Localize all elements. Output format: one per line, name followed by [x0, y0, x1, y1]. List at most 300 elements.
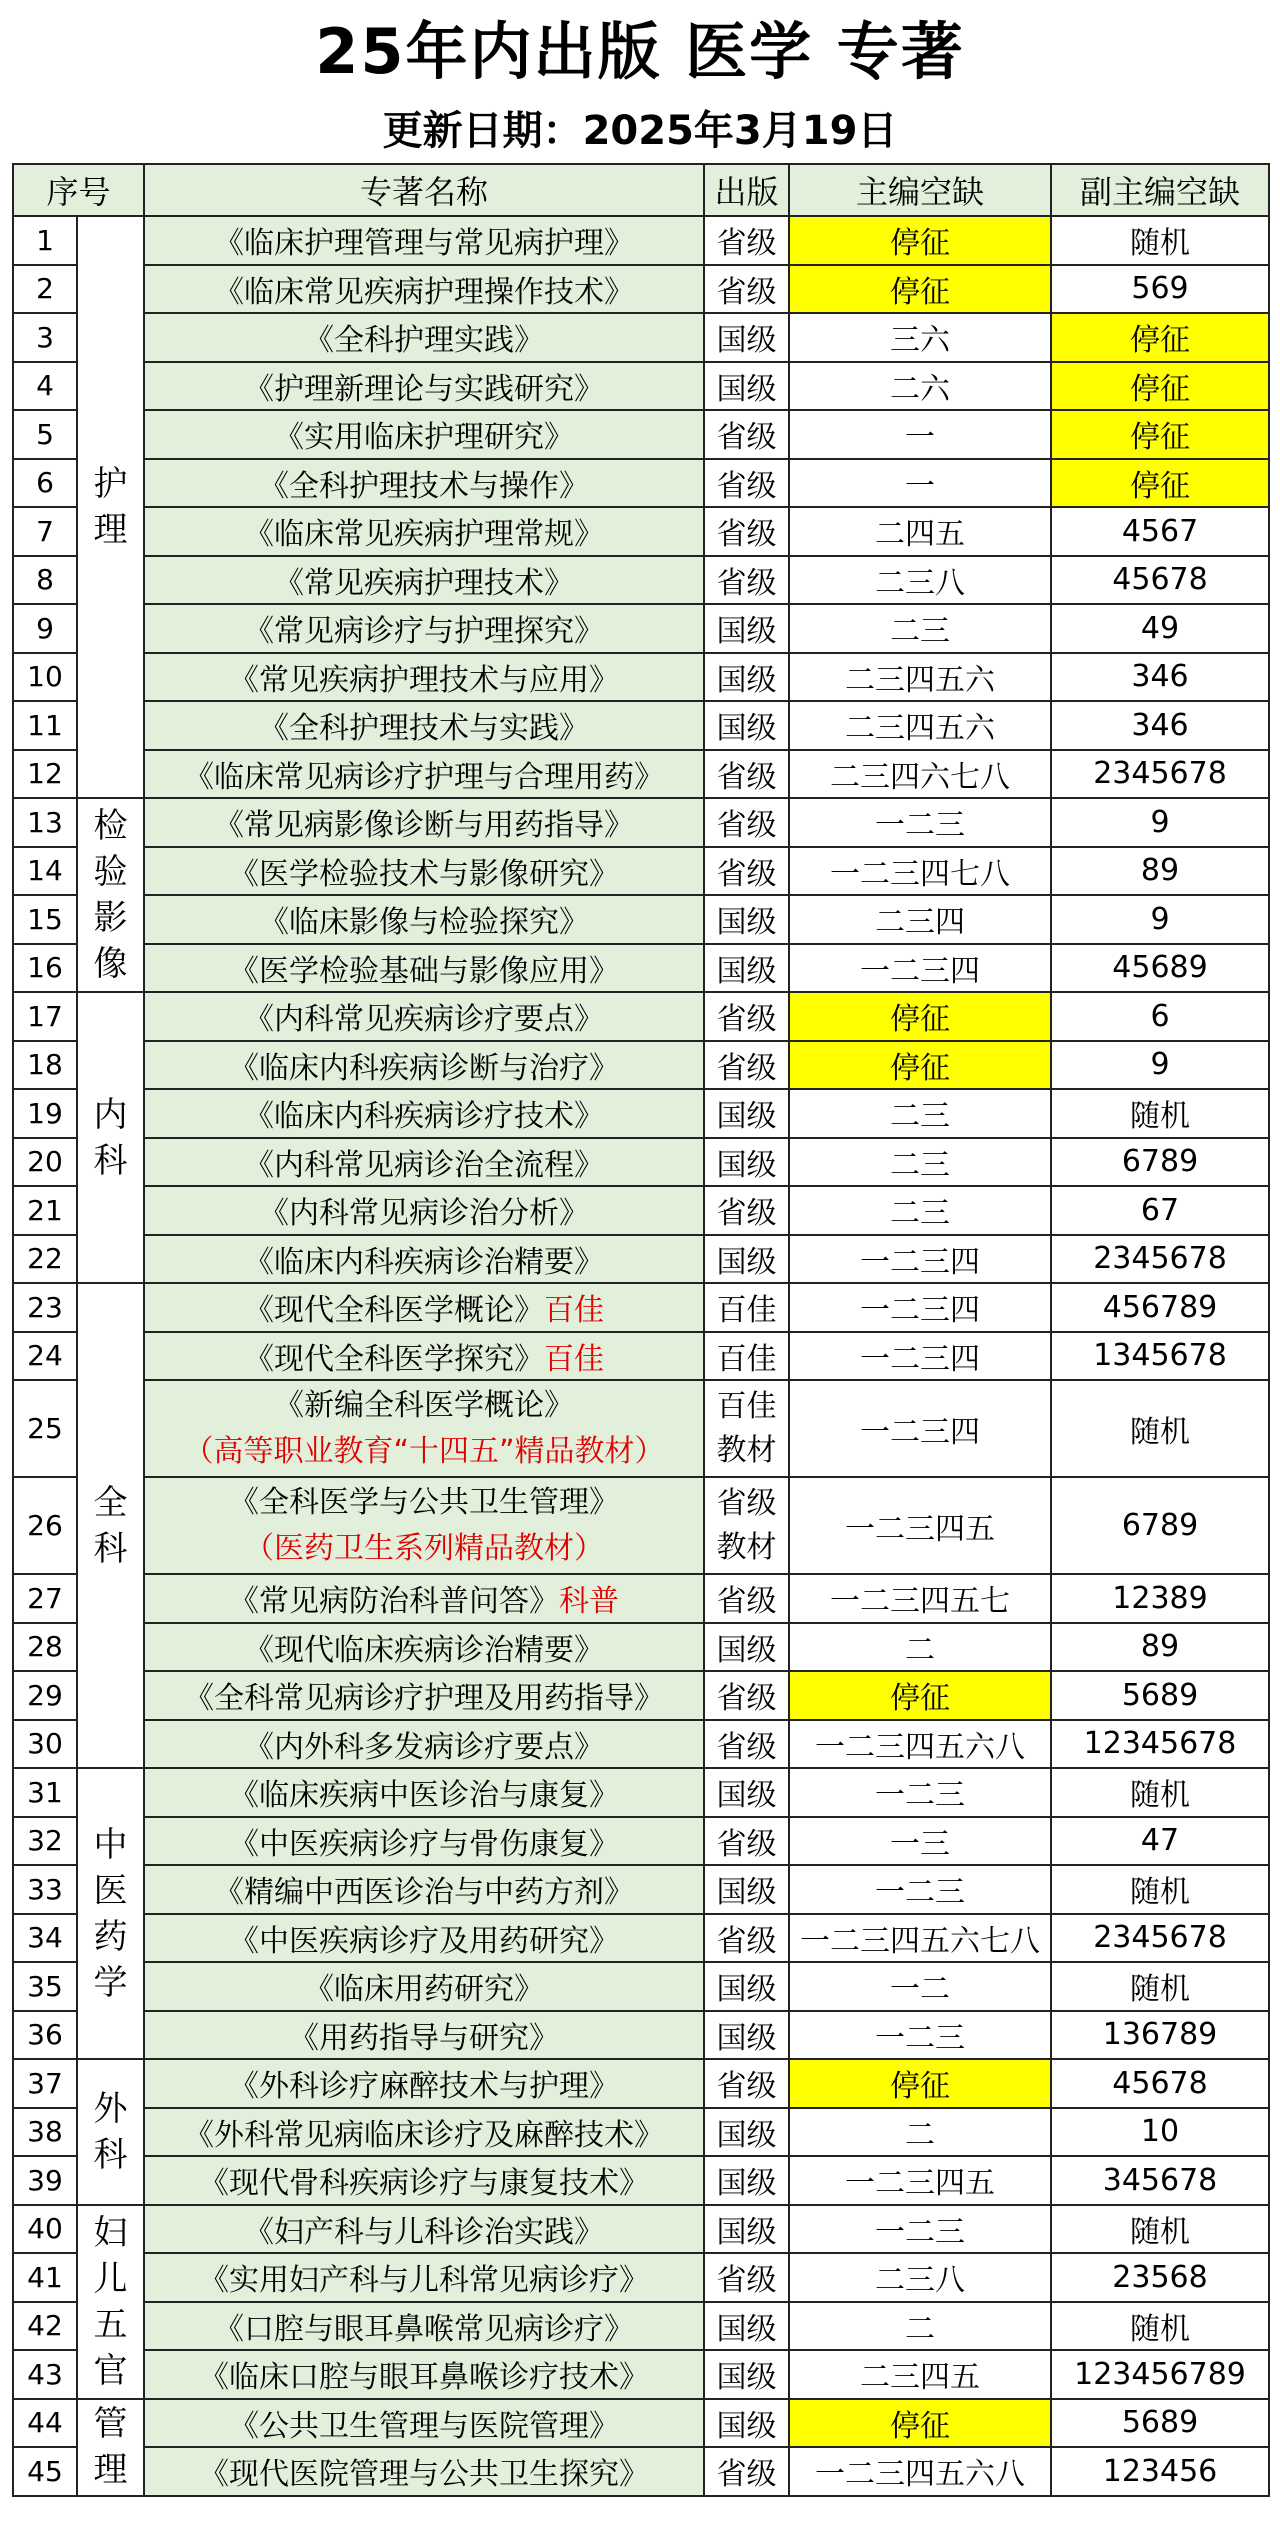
- category-label-char: 药: [93, 1916, 128, 1957]
- table-row: [13, 459, 1269, 508]
- deputy-editor-vacancy: 5689: [1051, 1671, 1269, 1720]
- publish-level: 省级: [704, 2447, 789, 2496]
- publish-level: 百佳: [704, 1283, 789, 1332]
- publish-level: 国级: [704, 1235, 789, 1284]
- chief-editor-vacancy: 一二三: [789, 2011, 1051, 2060]
- category-label-char: 影: [93, 898, 128, 938]
- book-title-cell: [144, 1671, 704, 1720]
- book-title: 《全科常见病诊疗护理及用药指导》: [184, 1681, 665, 1717]
- row-number: 27: [13, 1574, 77, 1623]
- publish-level: 国级: [704, 2011, 789, 2060]
- category-cell: [77, 1768, 144, 2059]
- row-number: 26: [13, 1477, 77, 1574]
- book-title: 《外科诊疗麻醉技术与护理》: [229, 2069, 620, 2105]
- book-title: 《常见疾病护理技术》: [274, 565, 575, 601]
- category-label-char: 科: [93, 1140, 128, 1181]
- book-title-cell: [144, 2302, 704, 2351]
- book-title-cell: [144, 1865, 704, 1914]
- deputy-editor-vacancy: 49: [1051, 604, 1269, 653]
- row-number: 24: [13, 1332, 77, 1381]
- category-cell: [77, 798, 144, 992]
- category-label-char: 官: [93, 2350, 128, 2391]
- table-body: [13, 216, 1269, 2496]
- category-label-char: 理: [93, 510, 128, 550]
- chief-editor-vacancy: 一二三四: [789, 1283, 1051, 1332]
- book-title: 《实用妇产科与儿科常见病诊疗》: [199, 2263, 650, 2299]
- deputy-editor-vacancy: 停征: [1051, 459, 1269, 508]
- deputy-editor-vacancy: 6: [1051, 992, 1269, 1041]
- deputy-editor-vacancy: 6789: [1051, 1477, 1269, 1574]
- chief-editor-vacancy: 一三: [789, 1817, 1051, 1866]
- publish-level: 国级: [704, 313, 789, 362]
- chief-editor-vacancy: 二: [789, 2108, 1051, 2157]
- book-note: （高等职业教育“十四五”精品教材）: [183, 1433, 665, 1469]
- category-cell: [77, 992, 144, 1283]
- book-title: 《临床内科疾病诊疗技术》: [244, 1099, 605, 1135]
- deputy-editor-vacancy: 随机: [1051, 1962, 1269, 2011]
- row-number: 29: [13, 1671, 77, 1720]
- table-row: [13, 1477, 1269, 1574]
- row-number: 20: [13, 1138, 77, 1187]
- publish-level: 国级: [704, 1768, 789, 1817]
- table-row: [13, 2059, 1269, 2108]
- row-number: 14: [13, 847, 77, 896]
- row-number: 18: [13, 1041, 77, 1090]
- table-row: [13, 1332, 1269, 1381]
- chief-editor-vacancy: 二三四五六: [789, 701, 1051, 750]
- book-title: 《医学检验基础与影像应用》: [229, 953, 620, 989]
- book-title: 《内科常见病诊治分析》: [259, 1196, 590, 1232]
- table-row: [13, 1623, 1269, 1672]
- deputy-editor-vacancy: 346: [1051, 701, 1269, 750]
- row-number: 4: [13, 362, 77, 411]
- book-title-cell: [144, 507, 704, 556]
- row-number: 12: [13, 750, 77, 799]
- chief-editor-vacancy: 停征: [789, 216, 1051, 265]
- chief-editor-vacancy: 二四五: [789, 507, 1051, 556]
- book-title-cell: [144, 265, 704, 314]
- book-note: 百佳: [544, 1293, 605, 1329]
- book-title-cell: [144, 2447, 704, 2496]
- book-title-cell: [144, 1235, 704, 1284]
- deputy-editor-vacancy: 停征: [1051, 410, 1269, 459]
- book-title: 《内外科多发病诊疗要点》: [244, 1729, 605, 1765]
- deputy-editor-vacancy: 随机: [1051, 1865, 1269, 1914]
- deputy-editor-vacancy: 停征: [1051, 313, 1269, 362]
- book-title: 《常见病诊疗与护理探究》: [244, 614, 605, 650]
- deputy-editor-vacancy: 123456: [1051, 2447, 1269, 2496]
- chief-editor-vacancy: 一二三: [789, 2205, 1051, 2254]
- row-number: 9: [13, 604, 77, 653]
- table-row: [13, 2108, 1269, 2157]
- row-number: 15: [13, 895, 77, 944]
- table-row: [13, 992, 1269, 1041]
- book-note: 百佳: [544, 1341, 605, 1377]
- book-title: 《临床影像与检验探究》: [259, 905, 590, 941]
- category-label-char: 中: [93, 1824, 128, 1865]
- chief-editor-vacancy: 停征: [789, 265, 1051, 314]
- category-label-char: 医: [93, 1870, 128, 1911]
- book-note: （医药卫生系列精品教材）: [244, 1530, 605, 1566]
- header-seq: 序号: [13, 164, 144, 216]
- book-title-cell: [144, 847, 704, 896]
- deputy-editor-vacancy: 4567: [1051, 507, 1269, 556]
- deputy-editor-vacancy: 89: [1051, 847, 1269, 896]
- deputy-editor-vacancy: 1345678: [1051, 1332, 1269, 1381]
- chief-editor-vacancy: 二三: [789, 604, 1051, 653]
- chief-editor-vacancy: 二三四五: [789, 2350, 1051, 2399]
- publish-level: 省级: [704, 2253, 789, 2302]
- book-title: 《临床疾病中医诊治与康复》: [229, 1778, 620, 1814]
- row-number: 10: [13, 653, 77, 702]
- row-number: 40: [13, 2205, 77, 2254]
- publish-level: 省级: [704, 1720, 789, 1769]
- publish-level: 省级: [704, 847, 789, 896]
- book-title-cell: [144, 2399, 704, 2448]
- publish-level: 省级: [704, 798, 789, 847]
- category-label-char: 五: [93, 2304, 128, 2345]
- book-title-cell: [144, 1089, 704, 1138]
- chief-editor-vacancy: 停征: [789, 2399, 1051, 2448]
- publish-level: 省级: [704, 507, 789, 556]
- row-number: 34: [13, 1914, 77, 1963]
- deputy-editor-vacancy: 67: [1051, 1186, 1269, 1235]
- book-title: 《现代全科医学概论》: [244, 1293, 545, 1329]
- book-title: 《中医疾病诊疗与骨伤康复》: [229, 1826, 620, 1862]
- book-title: 《全科护理技术与实践》: [259, 711, 590, 747]
- row-number: 17: [13, 992, 77, 1041]
- publish-level: 国级: [704, 2156, 789, 2205]
- chief-editor-vacancy: 一: [789, 459, 1051, 508]
- deputy-editor-vacancy: 2345678: [1051, 1235, 1269, 1284]
- page-title: 25年内出版 医学 专著: [315, 15, 965, 88]
- table-row: [13, 1865, 1269, 1914]
- book-title-cell: [144, 1720, 704, 1769]
- book-title-cell: [144, 1574, 704, 1623]
- book-title: 《用药指导与研究》: [289, 2020, 560, 2056]
- deputy-editor-vacancy: 47: [1051, 1817, 1269, 1866]
- table-row: [13, 1962, 1269, 2011]
- book-title-cell: [144, 2350, 704, 2399]
- row-number: 2: [13, 265, 77, 314]
- table-row: [13, 507, 1269, 556]
- category-label-char: 儿: [93, 2258, 128, 2299]
- chief-editor-vacancy: 三六: [789, 313, 1051, 362]
- row-number: 33: [13, 1865, 77, 1914]
- publish-level: 国级: [704, 944, 789, 993]
- category-cell: [77, 2399, 144, 2496]
- table-row: [13, 1671, 1269, 1720]
- book-title-cell: [144, 1380, 704, 1477]
- publish-level: 省级: [704, 2059, 789, 2108]
- category-cell: [77, 1283, 144, 1768]
- deputy-editor-vacancy: 5689: [1051, 2399, 1269, 2448]
- book-title-cell: [144, 410, 704, 459]
- row-number: 23: [13, 1283, 77, 1332]
- deputy-editor-vacancy: 12389: [1051, 1574, 1269, 1623]
- row-number: 16: [13, 944, 77, 993]
- book-title: 《内科常见疾病诊疗要点》: [244, 1002, 605, 1038]
- chief-editor-vacancy: 一二三四: [789, 1332, 1051, 1381]
- chief-editor-vacancy: 一二三: [789, 1768, 1051, 1817]
- publish-level: 省级: [704, 216, 789, 265]
- chief-editor-vacancy: 一二三四五: [789, 2156, 1051, 2205]
- publish-level: 百佳: [704, 1332, 789, 1381]
- deputy-editor-vacancy: 45678: [1051, 556, 1269, 605]
- book-title: 《外科常见病临床诊疗及麻醉技术》: [184, 2117, 665, 2153]
- book-title-cell: [144, 992, 704, 1041]
- chief-editor-vacancy: 二三: [789, 1186, 1051, 1235]
- book-title-cell: [144, 1041, 704, 1090]
- deputy-editor-vacancy: 9: [1051, 798, 1269, 847]
- table-row: [13, 1768, 1269, 1817]
- publish-level: 国级: [704, 1623, 789, 1672]
- chief-editor-vacancy: 一二三四七八: [789, 847, 1051, 896]
- row-number: 22: [13, 1235, 77, 1284]
- book-title: 《医学检验技术与影像研究》: [229, 856, 620, 892]
- chief-editor-vacancy: 二六: [789, 362, 1051, 411]
- chief-editor-vacancy: 一二三四: [789, 1380, 1051, 1477]
- row-number: 6: [13, 459, 77, 508]
- chief-editor-vacancy: 二三: [789, 1089, 1051, 1138]
- table-row: [13, 1720, 1269, 1769]
- table-row: [13, 1380, 1269, 1477]
- monograph-table: [12, 163, 1270, 2497]
- deputy-editor-vacancy: 10: [1051, 2108, 1269, 2157]
- book-title-cell: [144, 2253, 704, 2302]
- book-title-cell: [144, 459, 704, 508]
- table-row: [13, 313, 1269, 362]
- book-title-cell: [144, 604, 704, 653]
- book-title: 《常见病防治科普问答》: [229, 1584, 560, 1620]
- book-title-cell: [144, 944, 704, 993]
- row-number: 19: [13, 1089, 77, 1138]
- book-title: 《临床口腔与眼耳鼻喉诊疗技术》: [199, 2360, 650, 2396]
- table-row: [13, 1574, 1269, 1623]
- publish-level: 省级: [704, 1671, 789, 1720]
- row-number: 36: [13, 2011, 77, 2060]
- table-row: [13, 2156, 1269, 2205]
- book-title-cell: [144, 1477, 704, 1574]
- deputy-editor-vacancy: 346: [1051, 653, 1269, 702]
- publish-level: 省级: [704, 1914, 789, 1963]
- deputy-editor-vacancy: 随机: [1051, 2205, 1269, 2254]
- book-title: 《实用临床护理研究》: [274, 420, 575, 456]
- publish-level: 省级: [704, 992, 789, 1041]
- chief-editor-vacancy: 停征: [789, 1041, 1051, 1090]
- publish-level: [704, 1380, 789, 1477]
- publish-level: 国级: [704, 2399, 789, 2448]
- deputy-editor-vacancy: 2345678: [1051, 750, 1269, 799]
- category-label-char: 学: [93, 1962, 128, 2003]
- deputy-editor-vacancy: 569: [1051, 265, 1269, 314]
- chief-editor-vacancy: 二: [789, 2302, 1051, 2351]
- table-row: [13, 2350, 1269, 2399]
- table-row: [13, 410, 1269, 459]
- book-title-cell: [144, 1623, 704, 1672]
- table-row: [13, 2011, 1269, 2060]
- chief-editor-vacancy: 二三四六七八: [789, 750, 1051, 799]
- category-label-char: 科: [93, 2134, 128, 2175]
- table-row: [13, 1041, 1269, 1090]
- book-title-cell: [144, 750, 704, 799]
- table-row: [13, 2447, 1269, 2496]
- book-title: 《现代医院管理与公共卫生探究》: [199, 2457, 650, 2493]
- publish-level-line: 百佳: [716, 1388, 777, 1424]
- table-row: [13, 1914, 1269, 1963]
- row-number: 11: [13, 701, 77, 750]
- category-label-char: 检: [93, 806, 128, 846]
- update-date: 更新日期：2025年3月19日: [382, 108, 898, 154]
- book-title-cell: [144, 1283, 704, 1332]
- chief-editor-vacancy: 一二三四五六七八: [789, 1914, 1051, 1963]
- chief-editor-vacancy: 停征: [789, 2059, 1051, 2108]
- book-title: 《全科医学与公共卫生管理》: [229, 1484, 620, 1520]
- category-cell: [77, 2205, 144, 2399]
- row-number: 13: [13, 798, 77, 847]
- table-row: [13, 2253, 1269, 2302]
- book-title: 《现代全科医学探究》: [244, 1341, 545, 1377]
- header-chief-vacancy: 主编空缺: [789, 164, 1051, 216]
- deputy-editor-vacancy: 45678: [1051, 2059, 1269, 2108]
- book-title: 《新编全科医学概论》: [274, 1387, 575, 1423]
- category-label-char: 内: [93, 1094, 128, 1135]
- chief-editor-vacancy: 停征: [789, 992, 1051, 1041]
- row-number: 41: [13, 2253, 77, 2302]
- publish-level: 省级: [704, 459, 789, 508]
- table-row: [13, 653, 1269, 702]
- header-name: 专著名称: [144, 164, 704, 216]
- book-title: 《公共卫生管理与医院管理》: [229, 2408, 620, 2444]
- row-number: 25: [13, 1380, 77, 1477]
- deputy-editor-vacancy: 89: [1051, 1623, 1269, 1672]
- chief-editor-vacancy: 停征: [789, 1671, 1051, 1720]
- book-title-cell: [144, 2059, 704, 2108]
- deputy-editor-vacancy: 停征: [1051, 362, 1269, 411]
- chief-editor-vacancy: 一二三: [789, 798, 1051, 847]
- book-title: 《临床内科疾病诊治精要》: [244, 1244, 605, 1280]
- book-title: 《妇产科与儿科诊治实践》: [244, 2214, 605, 2250]
- publish-level: 国级: [704, 362, 789, 411]
- chief-editor-vacancy: 二三八: [789, 556, 1051, 605]
- book-title: 《全科护理技术与操作》: [259, 468, 590, 504]
- book-note: 科普: [559, 1584, 620, 1620]
- row-number: 7: [13, 507, 77, 556]
- chief-editor-vacancy: 二三四: [789, 895, 1051, 944]
- deputy-editor-vacancy: 随机: [1051, 1089, 1269, 1138]
- publish-level: 省级: [704, 1041, 789, 1090]
- deputy-editor-vacancy: 2345678: [1051, 1914, 1269, 1963]
- publish-level: 国级: [704, 895, 789, 944]
- deputy-editor-vacancy: 9: [1051, 1041, 1269, 1090]
- category-label-char: 验: [93, 852, 128, 892]
- book-title-cell: [144, 798, 704, 847]
- publish-level: 省级: [704, 556, 789, 605]
- category-label-char: 像: [93, 944, 128, 984]
- deputy-editor-vacancy: 12345678: [1051, 1720, 1269, 1769]
- row-number: 32: [13, 1817, 77, 1866]
- publish-level: 省级: [704, 1817, 789, 1866]
- chief-editor-vacancy: 一二三四: [789, 1235, 1051, 1284]
- table-row: [13, 1283, 1269, 1332]
- book-title: 《临床常见疾病护理常规》: [244, 517, 605, 553]
- row-number: 5: [13, 410, 77, 459]
- table-row: [13, 895, 1269, 944]
- table-row: [13, 701, 1269, 750]
- deputy-editor-vacancy: 随机: [1051, 216, 1269, 265]
- table-row: [13, 750, 1269, 799]
- book-title: 《临床用药研究》: [304, 1972, 545, 2008]
- header-deputy-vacancy: 副主编空缺: [1051, 164, 1269, 216]
- category-label-char: 全: [93, 1482, 128, 1523]
- table-row: [13, 216, 1269, 265]
- book-title: 《护理新理论与实践研究》: [244, 371, 605, 407]
- book-title-cell: [144, 216, 704, 265]
- chief-editor-vacancy: 一: [789, 410, 1051, 459]
- row-number: 39: [13, 2156, 77, 2205]
- table-row: [13, 2205, 1269, 2254]
- deputy-editor-vacancy: 456789: [1051, 1283, 1269, 1332]
- category-label-char: 理: [93, 2450, 128, 2490]
- table-row: [13, 1817, 1269, 1866]
- table-row: [13, 798, 1269, 847]
- deputy-editor-vacancy: 23568: [1051, 2253, 1269, 2302]
- category-label-char: 科: [93, 1528, 128, 1569]
- publish-level: 国级: [704, 2205, 789, 2254]
- category-label-char: 管: [93, 2404, 128, 2444]
- book-title: 《临床内科疾病诊断与治疗》: [229, 1050, 620, 1086]
- book-title-cell: [144, 1817, 704, 1866]
- publish-level-line: 教材: [716, 1529, 777, 1565]
- deputy-editor-vacancy: 45689: [1051, 944, 1269, 993]
- deputy-editor-vacancy: 随机: [1051, 2302, 1269, 2351]
- publish-level: 省级: [704, 1186, 789, 1235]
- table-row: [13, 1138, 1269, 1187]
- deputy-editor-vacancy: 随机: [1051, 1380, 1269, 1477]
- publish-level-line: 教材: [716, 1432, 777, 1468]
- deputy-editor-vacancy: 9: [1051, 895, 1269, 944]
- table-row: [13, 556, 1269, 605]
- row-number: 28: [13, 1623, 77, 1672]
- category-label-char: 护: [93, 464, 128, 504]
- table-row: [13, 847, 1269, 896]
- row-number: 38: [13, 2108, 77, 2157]
- deputy-editor-vacancy: 123456789: [1051, 2350, 1269, 2399]
- category-label-char: 外: [93, 2088, 128, 2129]
- book-title-cell: [144, 1914, 704, 1963]
- table-row: [13, 1089, 1269, 1138]
- publish-level: 国级: [704, 1089, 789, 1138]
- book-title-cell: [144, 2011, 704, 2060]
- book-title: 《现代骨科疾病诊疗与康复技术》: [199, 2166, 650, 2202]
- publish-level: 国级: [704, 604, 789, 653]
- chief-editor-vacancy: 二三: [789, 1138, 1051, 1187]
- deputy-editor-vacancy: 136789: [1051, 2011, 1269, 2060]
- publish-level: 国级: [704, 653, 789, 702]
- book-title-cell: [144, 1186, 704, 1235]
- book-title: 《现代临床疾病诊治精要》: [244, 1632, 605, 1668]
- category-cell: [77, 2059, 144, 2205]
- book-title-cell: [144, 895, 704, 944]
- table-row: [13, 265, 1269, 314]
- chief-editor-vacancy: 一二: [789, 1962, 1051, 2011]
- table-row: [13, 2399, 1269, 2448]
- header-row: [13, 164, 1269, 216]
- deputy-editor-vacancy: 6789: [1051, 1138, 1269, 1187]
- row-number: 3: [13, 313, 77, 362]
- chief-editor-vacancy: 二: [789, 1623, 1051, 1672]
- row-number: 31: [13, 1768, 77, 1817]
